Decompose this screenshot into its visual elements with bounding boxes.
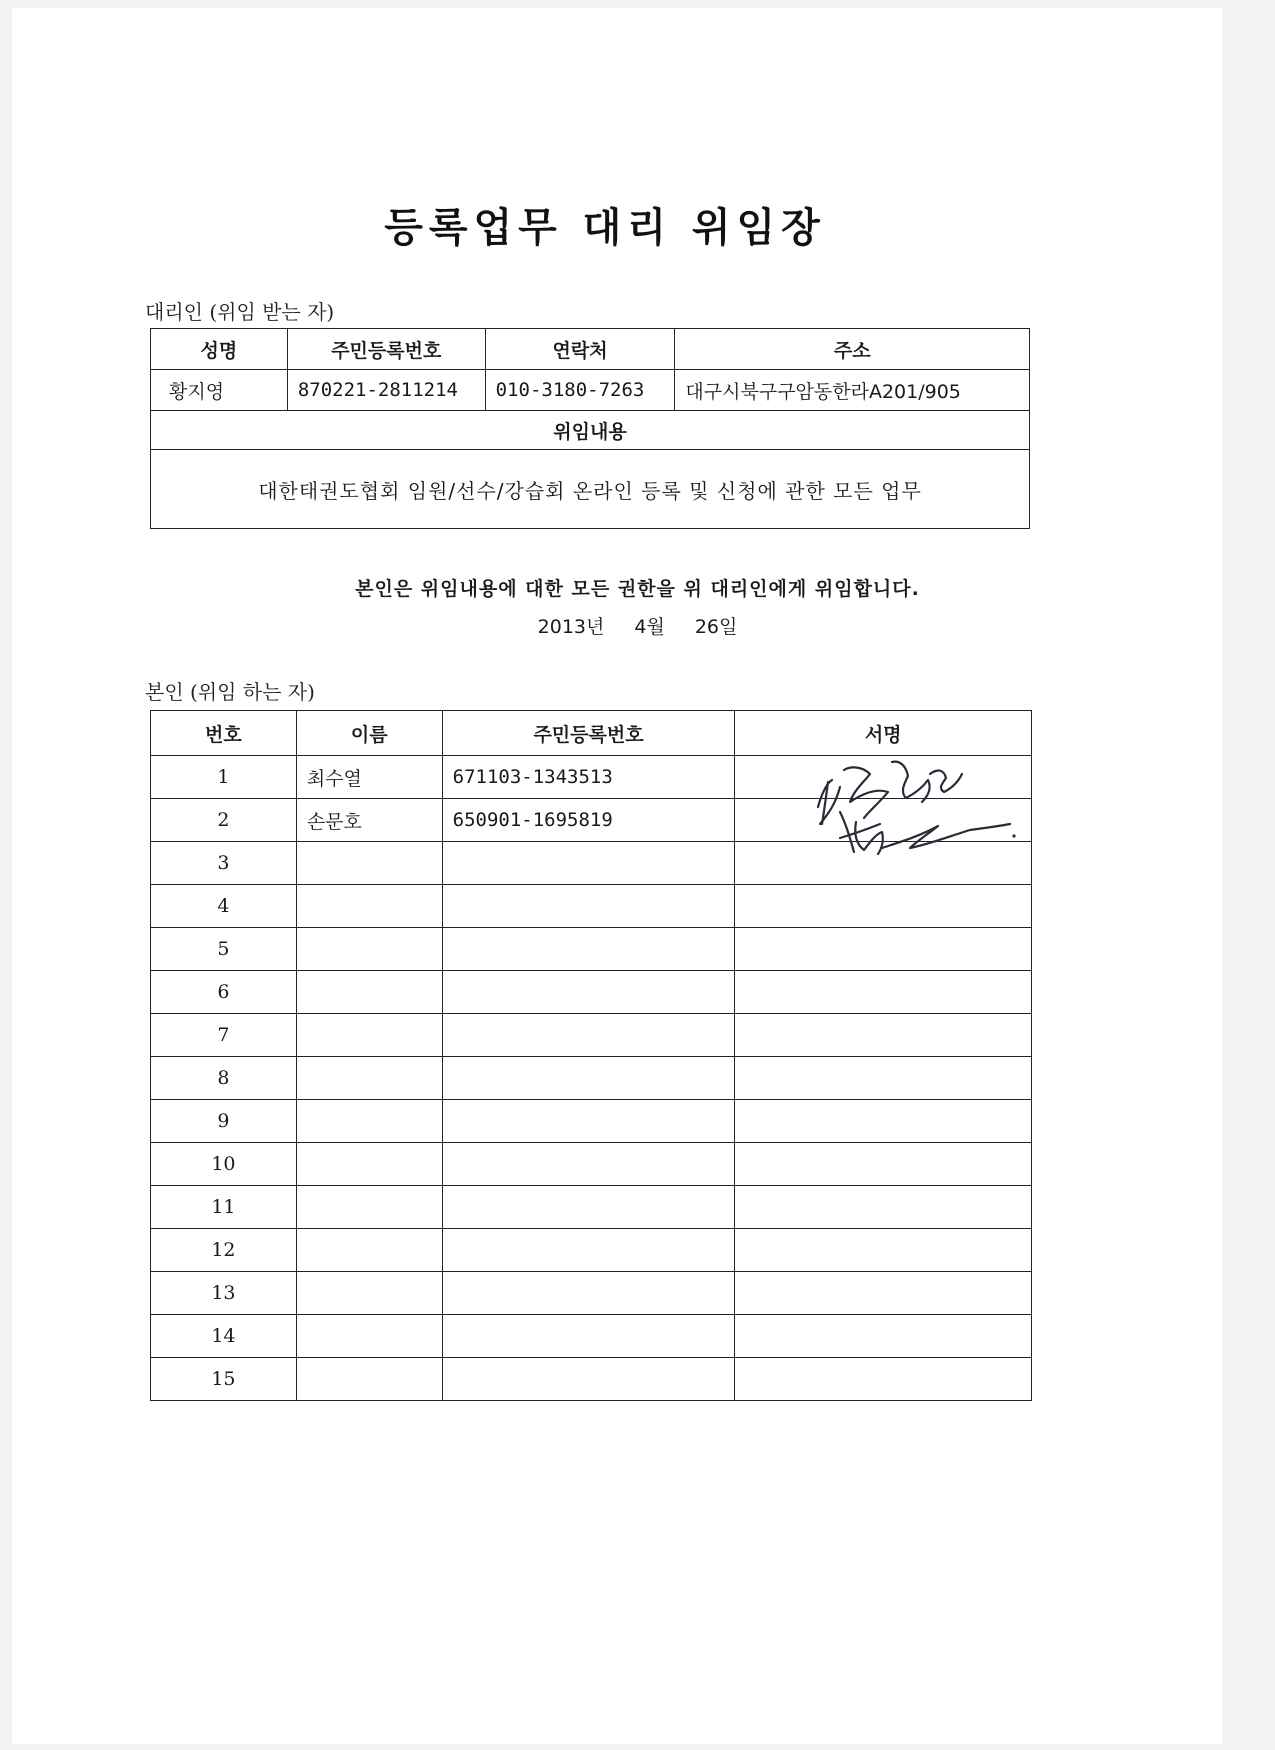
row-id-number xyxy=(442,1057,735,1100)
agent-header-phone: 연락처 xyxy=(485,329,675,370)
principal-header-signature: 서명 xyxy=(735,711,1032,756)
agent-table xyxy=(150,328,1030,529)
row-signature xyxy=(735,885,1032,928)
agent-phone: 010-3180-7263 xyxy=(485,370,675,411)
row-number: 10 xyxy=(151,1143,297,1186)
table-row xyxy=(151,1014,1032,1057)
row-number: 2 xyxy=(151,799,297,842)
document-title: 등록업무 대리 위임장 xyxy=(384,205,826,251)
scope-header: 위임내용 xyxy=(151,411,1030,450)
row-signature xyxy=(735,971,1032,1014)
table-row xyxy=(151,885,1032,928)
agent-name: 황지영 xyxy=(151,370,288,411)
document-date xyxy=(0,612,1275,639)
row-id-number xyxy=(442,1315,735,1358)
row-name xyxy=(296,1014,442,1057)
table-row xyxy=(151,1143,1032,1186)
row-id-number xyxy=(442,1358,735,1401)
agent-id-number: 870221-2811214 xyxy=(287,370,485,411)
row-number: 6 xyxy=(151,971,297,1014)
table-row xyxy=(151,971,1032,1014)
scope-text: 대한태권도협회 임원/선수/강습회 온라인 등록 및 신청에 관한 모든 업무 xyxy=(151,450,1030,529)
principal-header-id: 주민등록번호 xyxy=(442,711,735,756)
agent-header-name: 성명 xyxy=(151,329,288,370)
row-number: 1 xyxy=(151,756,297,799)
row-name xyxy=(296,1272,442,1315)
scope-row xyxy=(151,450,1030,529)
agent-header-row xyxy=(151,329,1030,370)
row-id-number xyxy=(442,1186,735,1229)
row-name xyxy=(296,1057,442,1100)
row-name xyxy=(296,1358,442,1401)
table-row xyxy=(151,1272,1032,1315)
table-row xyxy=(151,1057,1032,1100)
row-signature xyxy=(735,1186,1032,1229)
row-id-number xyxy=(442,1229,735,1272)
row-name: 손문호 xyxy=(296,799,442,842)
row-number: 5 xyxy=(151,928,297,971)
date-month: 4월 xyxy=(634,616,665,638)
row-signature xyxy=(735,1057,1032,1100)
row-name xyxy=(296,885,442,928)
row-signature xyxy=(735,1358,1032,1401)
row-name xyxy=(296,928,442,971)
row-number: 11 xyxy=(151,1186,297,1229)
row-number: 12 xyxy=(151,1229,297,1272)
table-row xyxy=(151,1315,1032,1358)
principal-section-label: 본인 (위임 하는 자) xyxy=(145,680,315,704)
row-signature xyxy=(735,928,1032,971)
row-signature xyxy=(735,1143,1032,1186)
row-number: 8 xyxy=(151,1057,297,1100)
row-id-number: 671103-1343513 xyxy=(442,756,735,799)
row-name xyxy=(296,1315,442,1358)
row-signature xyxy=(735,1100,1032,1143)
row-name: 최수열 xyxy=(296,756,442,799)
row-signature xyxy=(735,1014,1032,1057)
row-id-number xyxy=(442,1014,735,1057)
row-signature xyxy=(735,1272,1032,1315)
row-number: 13 xyxy=(151,1272,297,1315)
agent-header-address: 주소 xyxy=(675,329,1030,370)
row-name xyxy=(296,842,442,885)
agent-section-label: 대리인 (위임 받는 자) xyxy=(145,300,335,324)
table-row xyxy=(151,928,1032,971)
agent-address: 대구시북구구암동한라A201/905 xyxy=(675,370,1030,411)
row-signature xyxy=(735,1229,1032,1272)
row-number: 14 xyxy=(151,1315,297,1358)
row-number: 15 xyxy=(151,1358,297,1401)
row-id-number xyxy=(442,1143,735,1186)
row-id-number xyxy=(442,971,735,1014)
principal-header-name: 이름 xyxy=(296,711,442,756)
scope-header-row xyxy=(151,411,1030,450)
row-name xyxy=(296,1229,442,1272)
row-id-number xyxy=(442,885,735,928)
row-number: 4 xyxy=(151,885,297,928)
row-name xyxy=(296,1100,442,1143)
row-signature xyxy=(735,1315,1032,1358)
row-name xyxy=(296,971,442,1014)
agent-data-row xyxy=(151,370,1030,411)
row-id-number xyxy=(442,928,735,971)
row-number: 7 xyxy=(151,1014,297,1057)
date-year: 2013년 xyxy=(537,616,605,638)
date-day: 26일 xyxy=(694,616,738,638)
row-id-number xyxy=(442,1272,735,1315)
row-number: 9 xyxy=(151,1100,297,1143)
principal-header-row xyxy=(151,711,1032,756)
principal-header-number: 번호 xyxy=(151,711,297,756)
handwritten-signature-icon xyxy=(810,752,1020,862)
row-name xyxy=(296,1143,442,1186)
row-number: 3 xyxy=(151,842,297,885)
row-id-number: 650901-1695819 xyxy=(442,799,735,842)
table-row xyxy=(151,1100,1032,1143)
table-row xyxy=(151,1186,1032,1229)
row-id-number xyxy=(442,1100,735,1143)
row-id-number xyxy=(442,842,735,885)
agent-header-id: 주민등록번호 xyxy=(287,329,485,370)
row-name xyxy=(296,1186,442,1229)
table-row xyxy=(151,1229,1032,1272)
delegation-statement: 본인은 위임내용에 대한 모든 권한을 위 대리인에게 위임합니다. xyxy=(355,578,920,600)
table-row xyxy=(151,1358,1032,1401)
